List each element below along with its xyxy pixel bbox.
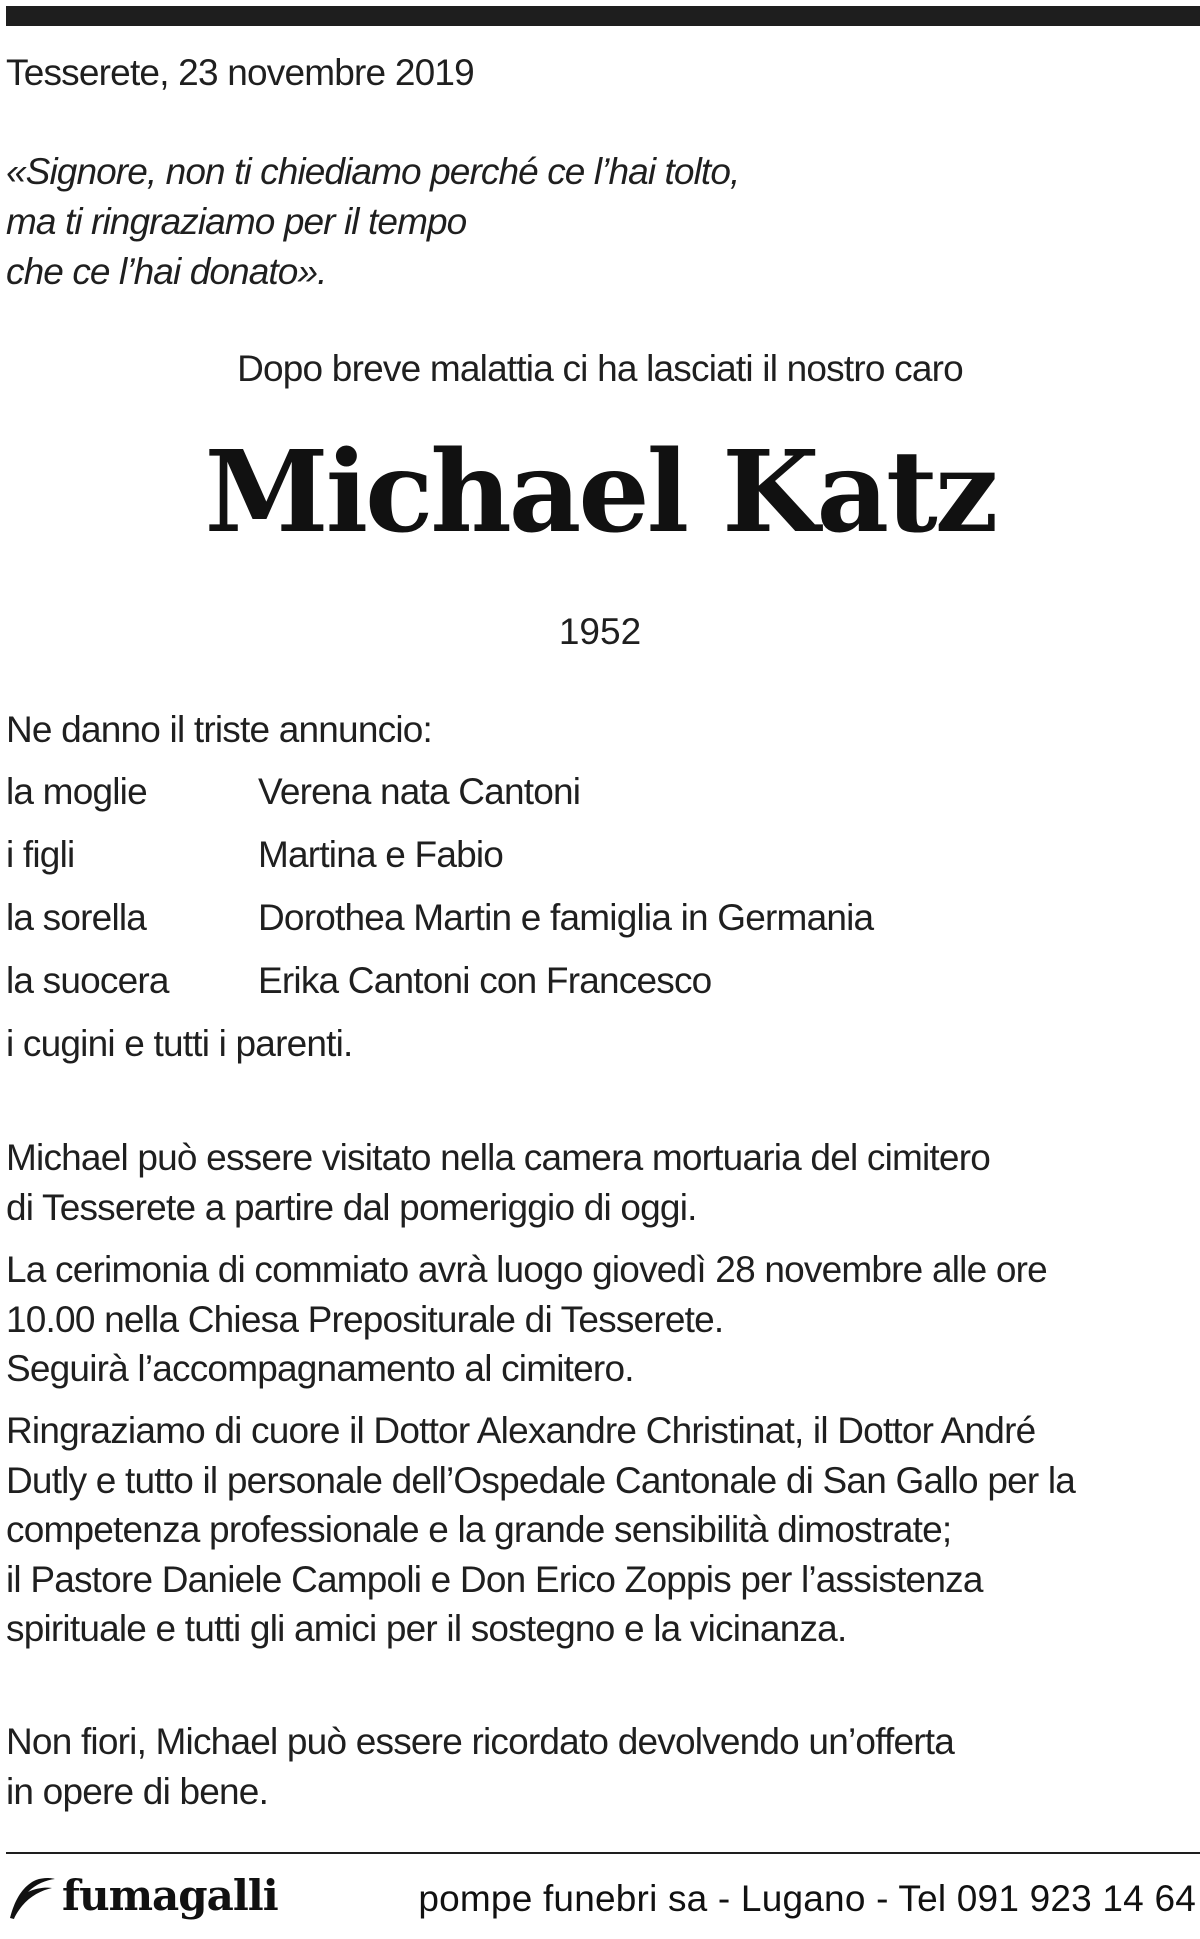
- relative-name: Verena nata Cantoni: [258, 771, 581, 812]
- relative-role: la moglie: [6, 771, 147, 812]
- top-rule: [6, 6, 1200, 26]
- relative-name: Martina e Fabio: [258, 834, 504, 875]
- ceremony-line: 10.00 nella Chiesa Prepositurale di Tesserete.: [6, 1298, 724, 1340]
- announcement-title: Ne danno il triste annuncio:: [6, 709, 432, 750]
- quote-line: ma ti ringraziamo per il tempo: [6, 201, 467, 242]
- quote: [6, 147, 739, 297]
- quote-line: che ce l’hai donato».: [6, 251, 327, 292]
- ceremony-line: Seguirà l’accompagnamento al cimitero.: [6, 1348, 634, 1389]
- intro-text: Dopo breve malattia ci ha lasciati il nostro caro: [237, 348, 963, 389]
- flowers-paragraph: [6, 1717, 954, 1816]
- relative-name: Erika Cantoni con Francesco: [258, 960, 712, 1001]
- relative-role: la sorella: [6, 897, 147, 938]
- deceased-name: Michael Katz: [204, 427, 996, 558]
- place-date: Tesserete, 23 novembre 2019: [6, 52, 474, 93]
- brand-name: fumagalli: [62, 1871, 278, 1920]
- ceremony-paragraph: [6, 1245, 1047, 1394]
- thanks-line: il Pastore Daniele Campoli e Don Erico Zoppis per l’assistenza: [6, 1558, 983, 1600]
- flowers-line: Non fiori, Michael può essere ricordato devolvendo un’offerta: [6, 1721, 955, 1762]
- relative-name: Dorothea Martin e famiglia in Germania: [258, 897, 874, 938]
- visit-line: Michael può essere visitato nella camera mortuaria del cimitero: [6, 1137, 990, 1178]
- flowers-line: in opere di bene.: [6, 1770, 269, 1812]
- thanks-line: Dutly e tutto il personale dell’Ospedale Cantonale di San Gallo per la: [6, 1459, 1076, 1501]
- thanks-paragraph: [6, 1406, 1075, 1654]
- thanks-line: competenza professionale e la grande sensibilità dimostrate;: [6, 1509, 952, 1550]
- footer: [6, 1862, 1196, 1932]
- company-line: pompe funebri sa - Lugano - Tel 091 923 14 64: [418, 1878, 1196, 1919]
- visit-paragraph: [6, 1133, 990, 1232]
- fumagalli-flag-logo-icon: [6, 1876, 56, 1920]
- announcement-closing: i cugini e tutti i parenti.: [6, 1023, 353, 1064]
- thanks-line: Ringraziamo di cuore il Dottor Alexandre Christinat, il Dottor André: [6, 1410, 1036, 1451]
- birth-year: 1952: [558, 611, 642, 652]
- relative-role: la suocera: [6, 960, 169, 1001]
- thanks-line: spirituale e tutti gli amici per il sostegno e la vicinanza.: [6, 1608, 847, 1649]
- quote-line: «Signore, non ti chiediamo perché ce l’hai tolto,: [6, 151, 740, 192]
- visit-line: di Tesserete a partire dal pomeriggio di oggi.: [6, 1186, 697, 1228]
- footer-rule: [6, 1852, 1200, 1854]
- relative-role: i figli: [6, 834, 75, 875]
- ceremony-line: La cerimonia di commiato avrà luogo giovedì 28 novembre alle ore: [6, 1249, 1047, 1290]
